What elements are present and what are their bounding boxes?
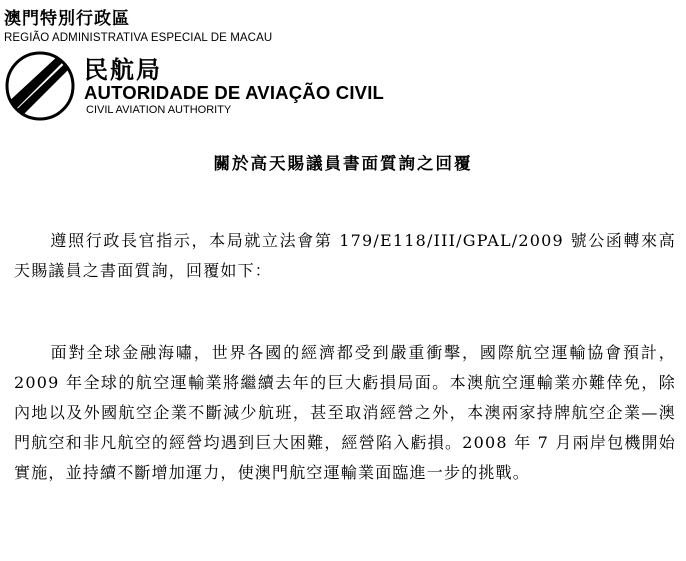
authority-name-pt: AUTORIDADE DE AVIAÇÃO CIVIL	[84, 82, 385, 103]
sar-name-zh: 澳門特別行政區	[4, 9, 130, 29]
paragraph-1	[14, 226, 676, 286]
sar-name-pt: REGIÃO ADMINISTRATIVA ESPECIAL DE MACAU	[4, 32, 273, 44]
authority-name-zh: 民航局	[84, 56, 162, 84]
aviation-authority-logo-icon	[2, 46, 78, 122]
paragraph-2	[14, 338, 676, 488]
paragraph-2-text: 面對全球金融海嘯，世界各國的經濟都受到嚴重衝擊，國際航空運輸協會預計，2009 年全球的航空運輸業將繼續去年的巨大虧損局面。本澳航空運輸業亦難倖免，除內地以及外國航空企業不斷減少航班，甚至取消經營之外，本澳兩家持牌航空企業—澳門航空和非凡航空的經營均遇到巨大困難，經營陷入虧損。2008 年 7 月兩岸包機開始實施，並持續不斷增加運力，使澳門航空運輸業面臨進一步的挑戰。	[14, 343, 676, 482]
paragraph-1-text: 遵照行政長官指示，本局就立法會第 179/E118/III/GPAL/2009 號公函轉來高天賜議員之書面質詢，回覆如下：	[14, 231, 676, 280]
document-title: 關於高天賜議員書面質詢之回覆	[213, 154, 473, 173]
authority-name-en: CIVIL AVIATION AUTHORITY	[86, 104, 232, 116]
